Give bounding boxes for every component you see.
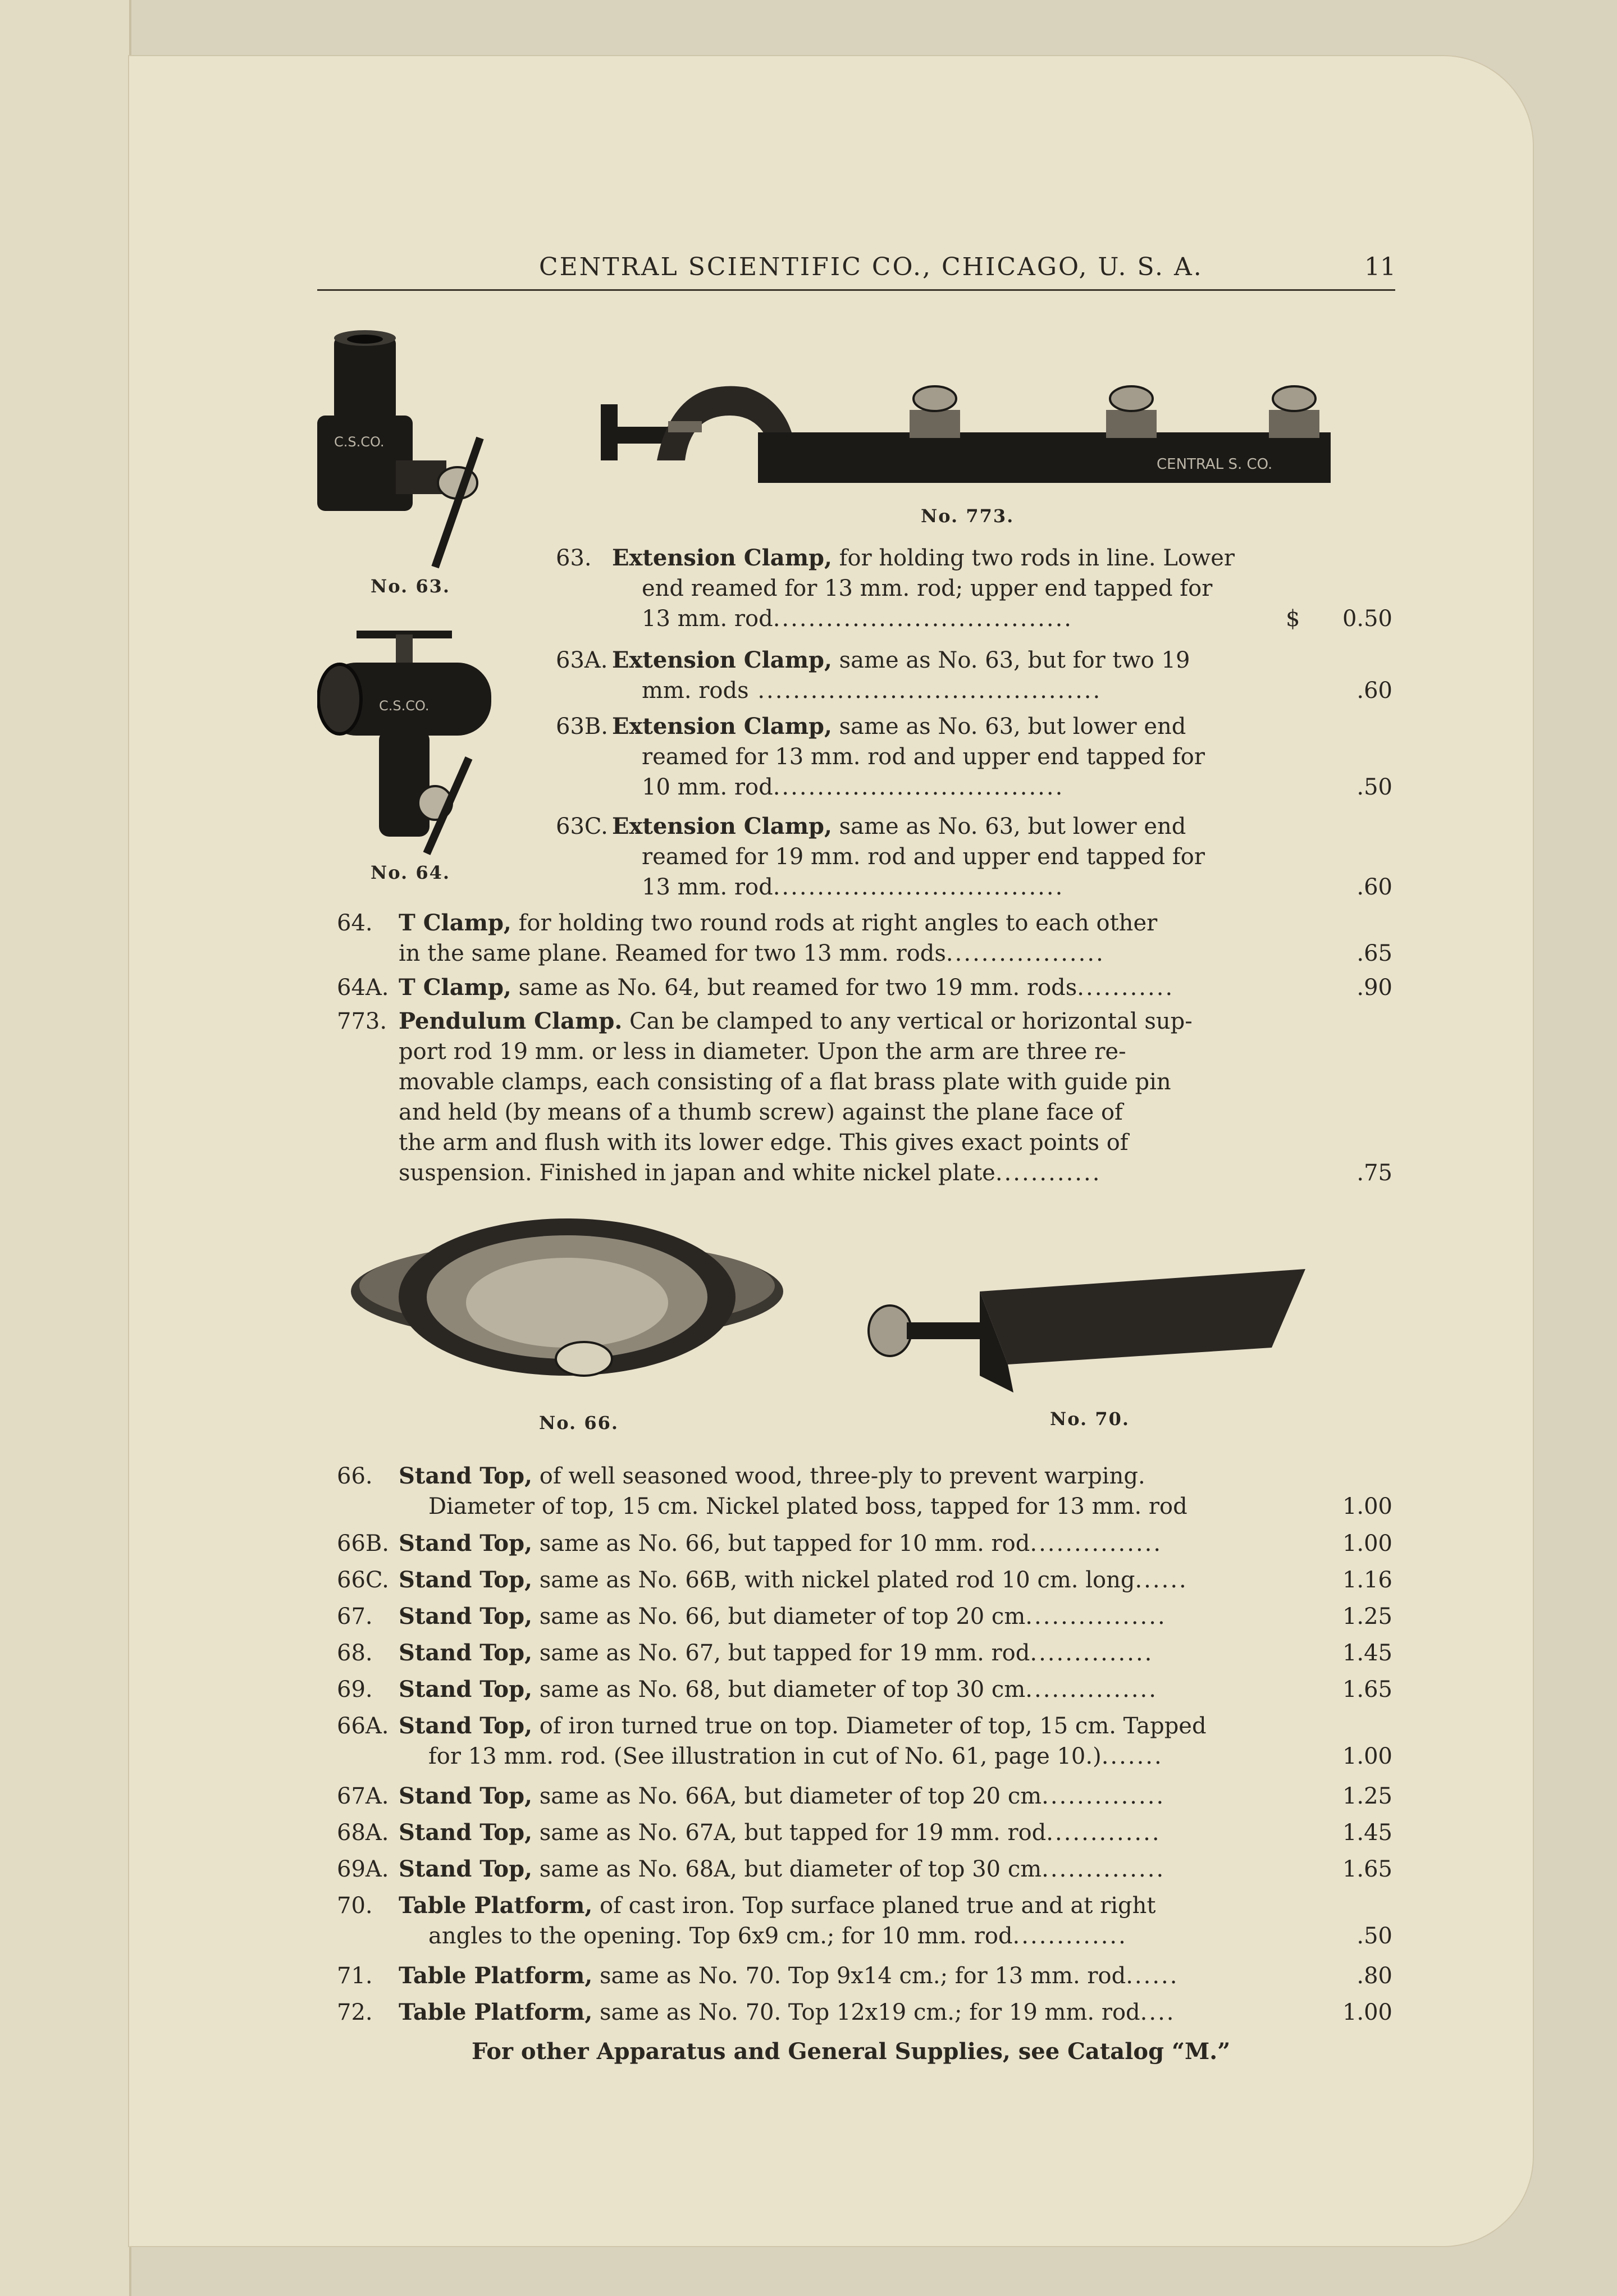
item-name: Stand Top, <box>399 1856 533 1882</box>
t-clamp-illustration <box>317 618 503 870</box>
item-price: 1.25 <box>1342 1783 1392 1809</box>
item-desc: same as No. 67A, but tapped for 19 mm. rod <box>539 1820 1047 1846</box>
item-price: 1.00 <box>1342 1494 1392 1519</box>
item-number: 66B. <box>337 1531 390 1556</box>
item-name: Stand Top, <box>399 1676 533 1702</box>
item-desc: mm. rods <box>642 678 749 704</box>
central-stamp: CENTRAL S. CO. <box>1157 456 1273 473</box>
item-price: 1.00 <box>1342 1743 1392 1769</box>
item-number: 63C. <box>556 814 608 839</box>
item-name: Table Platform, <box>399 1999 593 2025</box>
list-item: 66C. Stand Top, same as No. 66B, with nickel plated rod 10 cm. long...... 1.16 <box>337 1565 1398 1601</box>
list-item: 68A. Stand Top, same as No. 67A, but tapped for 19 mm. rod............. 1.45 <box>337 1818 1398 1854</box>
item-desc: same as No. 68A, but diameter of top 30 cm <box>539 1856 1042 1882</box>
item-name: Extension Clamp, <box>612 713 832 740</box>
item-desc: and held (by means of a thumb screw) against the plane face of <box>399 1099 1123 1125</box>
list-item <box>337 1461 1398 1528</box>
item-desc: same as No. 66, but tapped for 10 mm. rod <box>539 1531 1030 1556</box>
extension-clamp-illustration <box>312 326 497 578</box>
item-desc: for holding two round rods at right angles to each other <box>518 910 1158 936</box>
item-number: 69A. <box>337 1856 389 1882</box>
item-price: 0.50 <box>1342 606 1392 632</box>
item-desc: 13 mm. rod <box>642 874 773 900</box>
item-price: .90 <box>1356 975 1392 1001</box>
caption-no-66: No. 66. <box>539 1412 619 1434</box>
list-item: 64. T Clamp, for holding two round rods at right angles to each other in the same plane. Reamed for two 13 mm. rods.................. .65 <box>337 908 1398 973</box>
item-desc: for holding two rods in line. Lower <box>839 545 1235 571</box>
item-desc: same as No. 70. Top 12x19 cm.; for 19 mm. rod <box>600 2000 1140 2025</box>
item-desc: of well seasoned wood, three-ply to prevent warping. <box>539 1463 1145 1489</box>
item-desc: for 13 mm. rod. (See illustration in cut of No. 61, page 10.) <box>428 1743 1102 1769</box>
item-name: Table Platform, <box>399 1962 593 1989</box>
item-price: 1.65 <box>1342 1677 1392 1702</box>
item-price: 1.25 <box>1342 1604 1392 1629</box>
item-number: 66C. <box>337 1567 389 1593</box>
item-price: .50 <box>1356 774 1392 800</box>
item-desc: same as No. 66, but diameter of top 20 cm <box>539 1604 1026 1629</box>
running-header: CENTRAL SCIENTIFIC CO., CHICAGO, U. S. A. <box>539 253 1203 281</box>
item-name: Extension Clamp, <box>612 647 832 673</box>
caption-no-773: No. 773. <box>921 505 1015 527</box>
list-item: 70. Table Platform, of cast iron. Top surface planed true and at right angles to the opening. Top 6x9 cm.; for 10 mm. rod............. .50 <box>337 1891 1398 1961</box>
item-number: 773. <box>337 1008 387 1034</box>
item-price: 1.00 <box>1342 1531 1392 1556</box>
stand-top-list <box>337 1461 1398 2034</box>
item-name: Stand Top, <box>399 1783 533 1809</box>
dollar-sign: $ <box>1286 606 1300 632</box>
item-price: .60 <box>1356 678 1392 704</box>
table-platform-illustration <box>867 1258 1305 1404</box>
list-item: 71. Table Platform, same as No. 70. Top 9x14 cm.; for 13 mm. rod...... .80 <box>337 1961 1398 1997</box>
item-desc: reamed for 19 mm. rod and upper end tapped for <box>642 844 1205 870</box>
catalog-footer-note: For other Apparatus and General Supplies, see Catalog “M.” <box>472 2038 1231 2065</box>
list-item: 67. Stand Top, same as No. 66, but diameter of top 20 cm................ 1.25 <box>337 1601 1398 1638</box>
item-price: 1.65 <box>1342 1856 1392 1882</box>
item-number: 68A. <box>337 1820 389 1846</box>
list-item: 68. Stand Top, same as No. 67, but tapped for 19 mm. rod.............. 1.45 <box>337 1638 1398 1674</box>
csco-stamp: C.S.CO. <box>334 434 385 450</box>
caption-no-64: No. 64. <box>371 862 450 883</box>
item-number: 64. <box>337 910 373 936</box>
item-desc: same as No. 68, but diameter of top 30 cm <box>539 1677 1026 1702</box>
item-name: Stand Top, <box>399 1713 533 1739</box>
item-name: Stand Top, <box>399 1463 533 1489</box>
caption-no-63: No. 63. <box>371 576 450 597</box>
item-number: 67A. <box>337 1783 389 1809</box>
item-desc: 13 mm. rod <box>642 606 773 632</box>
item-desc: in the same plane. Reamed for two 13 mm. rods <box>399 941 946 966</box>
item-price: .50 <box>1356 1923 1392 1949</box>
item-name: Stand Top, <box>399 1567 533 1593</box>
item-price: .75 <box>1356 1160 1392 1186</box>
caption-no-70: No. 70. <box>1050 1408 1130 1430</box>
item-number: 68. <box>337 1640 373 1666</box>
item-price: .80 <box>1356 1963 1392 1989</box>
item-price: 1.45 <box>1342 1640 1392 1666</box>
item-name: Stand Top, <box>399 1640 533 1666</box>
item-number: 69. <box>337 1677 373 1702</box>
item-desc: angles to the opening. Top 6x9 cm.; for 10 mm. rod <box>428 1923 1013 1949</box>
list-item: 66B. Stand Top, same as No. 66, but tapped for 10 mm. rod............... 1.00 <box>337 1528 1398 1565</box>
item-name: Extension Clamp, <box>612 813 832 839</box>
item-desc: of cast iron. Top surface planed true and at right <box>600 1893 1156 1919</box>
list-item: 64A. T Clamp, same as No. 64, but reamed for two 19 mm. rods........... .90 <box>337 973 1398 1006</box>
list-item: 63A. Extension Clamp, same as No. 63, but for two 19 mm. rods ....................................... .60 <box>556 645 1398 711</box>
header-rule <box>317 289 1395 291</box>
list-item: 69A. Stand Top, same as No. 68A, but diameter of top 30 cm.............. 1.65 <box>337 1854 1398 1891</box>
item-price: .65 <box>1356 941 1392 966</box>
item-desc: port rod 19 mm. or less in diameter. Upon the arm are three re- <box>399 1039 1126 1065</box>
pendulum-clamp-illustration <box>595 365 1336 494</box>
item-desc: same as No. 63, but lower end <box>839 714 1186 740</box>
item-number: 63A. <box>556 647 608 673</box>
item-desc: the arm and flush with its lower edge. This gives exact points of <box>399 1130 1129 1156</box>
item-desc: reamed for 13 mm. rod and upper end tapped for <box>642 744 1205 770</box>
item-price: 1.16 <box>1342 1567 1392 1593</box>
item-desc: Diameter of top, 15 cm. Nickel plated boss, tapped for 13 mm. rod <box>428 1494 1187 1519</box>
item-name: Stand Top, <box>399 1530 533 1556</box>
list-item: 63B. Extension Clamp, same as No. 63, but lower end reamed for 13 mm. rod and upper end tapped for 10 mm. rod................................. .50 <box>556 711 1398 811</box>
item-name: T Clamp, <box>399 974 511 1001</box>
page-number: 11 <box>1364 253 1396 281</box>
item-number: 66. <box>337 1463 373 1489</box>
item-number: 67. <box>337 1604 373 1629</box>
item-number: 71. <box>337 1963 373 1989</box>
item-number: 70. <box>337 1893 373 1919</box>
stand-top-illustration <box>348 1213 786 1404</box>
item-desc: Can be clamped to any vertical or horizontal sup- <box>629 1008 1193 1034</box>
item-price: 1.00 <box>1342 2000 1392 2025</box>
item-desc: of iron turned true on top. Diameter of top, 15 cm. Tapped <box>539 1713 1207 1739</box>
item-desc: same as No. 63, but lower end <box>839 814 1186 839</box>
list-item: 63. Extension Clamp, for holding two rods in line. Lower end reamed for 13 mm. rod; upper end tapped for 13 mm. rod.................................. $ 0.50 <box>556 543 1398 645</box>
item-desc: same as No. 70. Top 9x14 cm.; for 13 mm. rod <box>600 1963 1126 1989</box>
item-desc: same as No. 63, but for two 19 <box>839 647 1190 673</box>
extension-clamp-list <box>556 543 1398 911</box>
item-name: T Clamp, <box>399 910 511 936</box>
item-desc: 10 mm. rod <box>642 774 773 800</box>
clamp-list <box>337 908 1398 1192</box>
item-name: Extension Clamp, <box>612 545 832 571</box>
item-name: Stand Top, <box>399 1819 533 1846</box>
item-number: 72. <box>337 2000 373 2025</box>
item-price: 1.45 <box>1342 1820 1392 1846</box>
item-number: 63B. <box>556 714 609 740</box>
list-item: 69. Stand Top, same as No. 68, but diameter of top 30 cm............... 1.65 <box>337 1674 1398 1711</box>
list-item: 72. Table Platform, same as No. 70. Top 12x19 cm.; for 19 mm. rod.... 1.00 <box>337 1997 1398 2034</box>
item-desc: end reamed for 13 mm. rod; upper end tapped for <box>642 576 1213 601</box>
item-desc: same as No. 64, but reamed for two 19 mm. rods <box>518 975 1077 1001</box>
item-desc: same as No. 66B, with nickel plated rod 10 cm. long <box>539 1567 1135 1593</box>
item-number: 63. <box>556 545 592 571</box>
csco-stamp-t-clamp: C.S.CO. <box>379 698 430 714</box>
item-desc: same as No. 66A, but diameter of top 20 cm <box>539 1783 1042 1809</box>
item-number: 66A. <box>337 1713 389 1739</box>
item-desc: suspension. Finished in japan and white nickel plate <box>399 1160 995 1186</box>
item-name: Stand Top, <box>399 1603 533 1629</box>
item-name: Table Platform, <box>399 1892 593 1919</box>
item-number: 64A. <box>337 975 389 1001</box>
list-item: 63C. Extension Clamp, same as No. 63, but lower end reamed for 19 mm. rod and upper end tapped for 13 mm. rod................................. .60 <box>556 811 1398 911</box>
list-item: 67A. Stand Top, same as No. 66A, but diameter of top 20 cm.............. 1.25 <box>337 1781 1398 1818</box>
left-page-edge <box>0 0 131 2296</box>
list-item: 773. Pendulum Clamp. Can be clamped to any vertical or horizontal sup- port rod 19 mm. or less in diameter. Upon the arm are three re- movable clamps, each consisting of a flat brass plate with guide pin and held (by means of a thumb screw) against the plane face of the arm and flush with its lower edge. This gives exact points of suspension. Finished in japan and white nickel plate............ .75 <box>337 1006 1398 1192</box>
item-name: Pendulum Clamp. <box>399 1008 623 1034</box>
item-price: .60 <box>1356 874 1392 900</box>
list-item: 66A. Stand Top, of iron turned true on top. Diameter of top, 15 cm. Tapped for 13 mm. rod. (See illustration in cut of No. 61, page 10.)....... 1.00 <box>337 1711 1398 1781</box>
item-desc: movable clamps, each consisting of a flat brass plate with guide pin <box>399 1069 1171 1095</box>
item-desc: same as No. 67, but tapped for 19 mm. rod <box>539 1640 1030 1666</box>
